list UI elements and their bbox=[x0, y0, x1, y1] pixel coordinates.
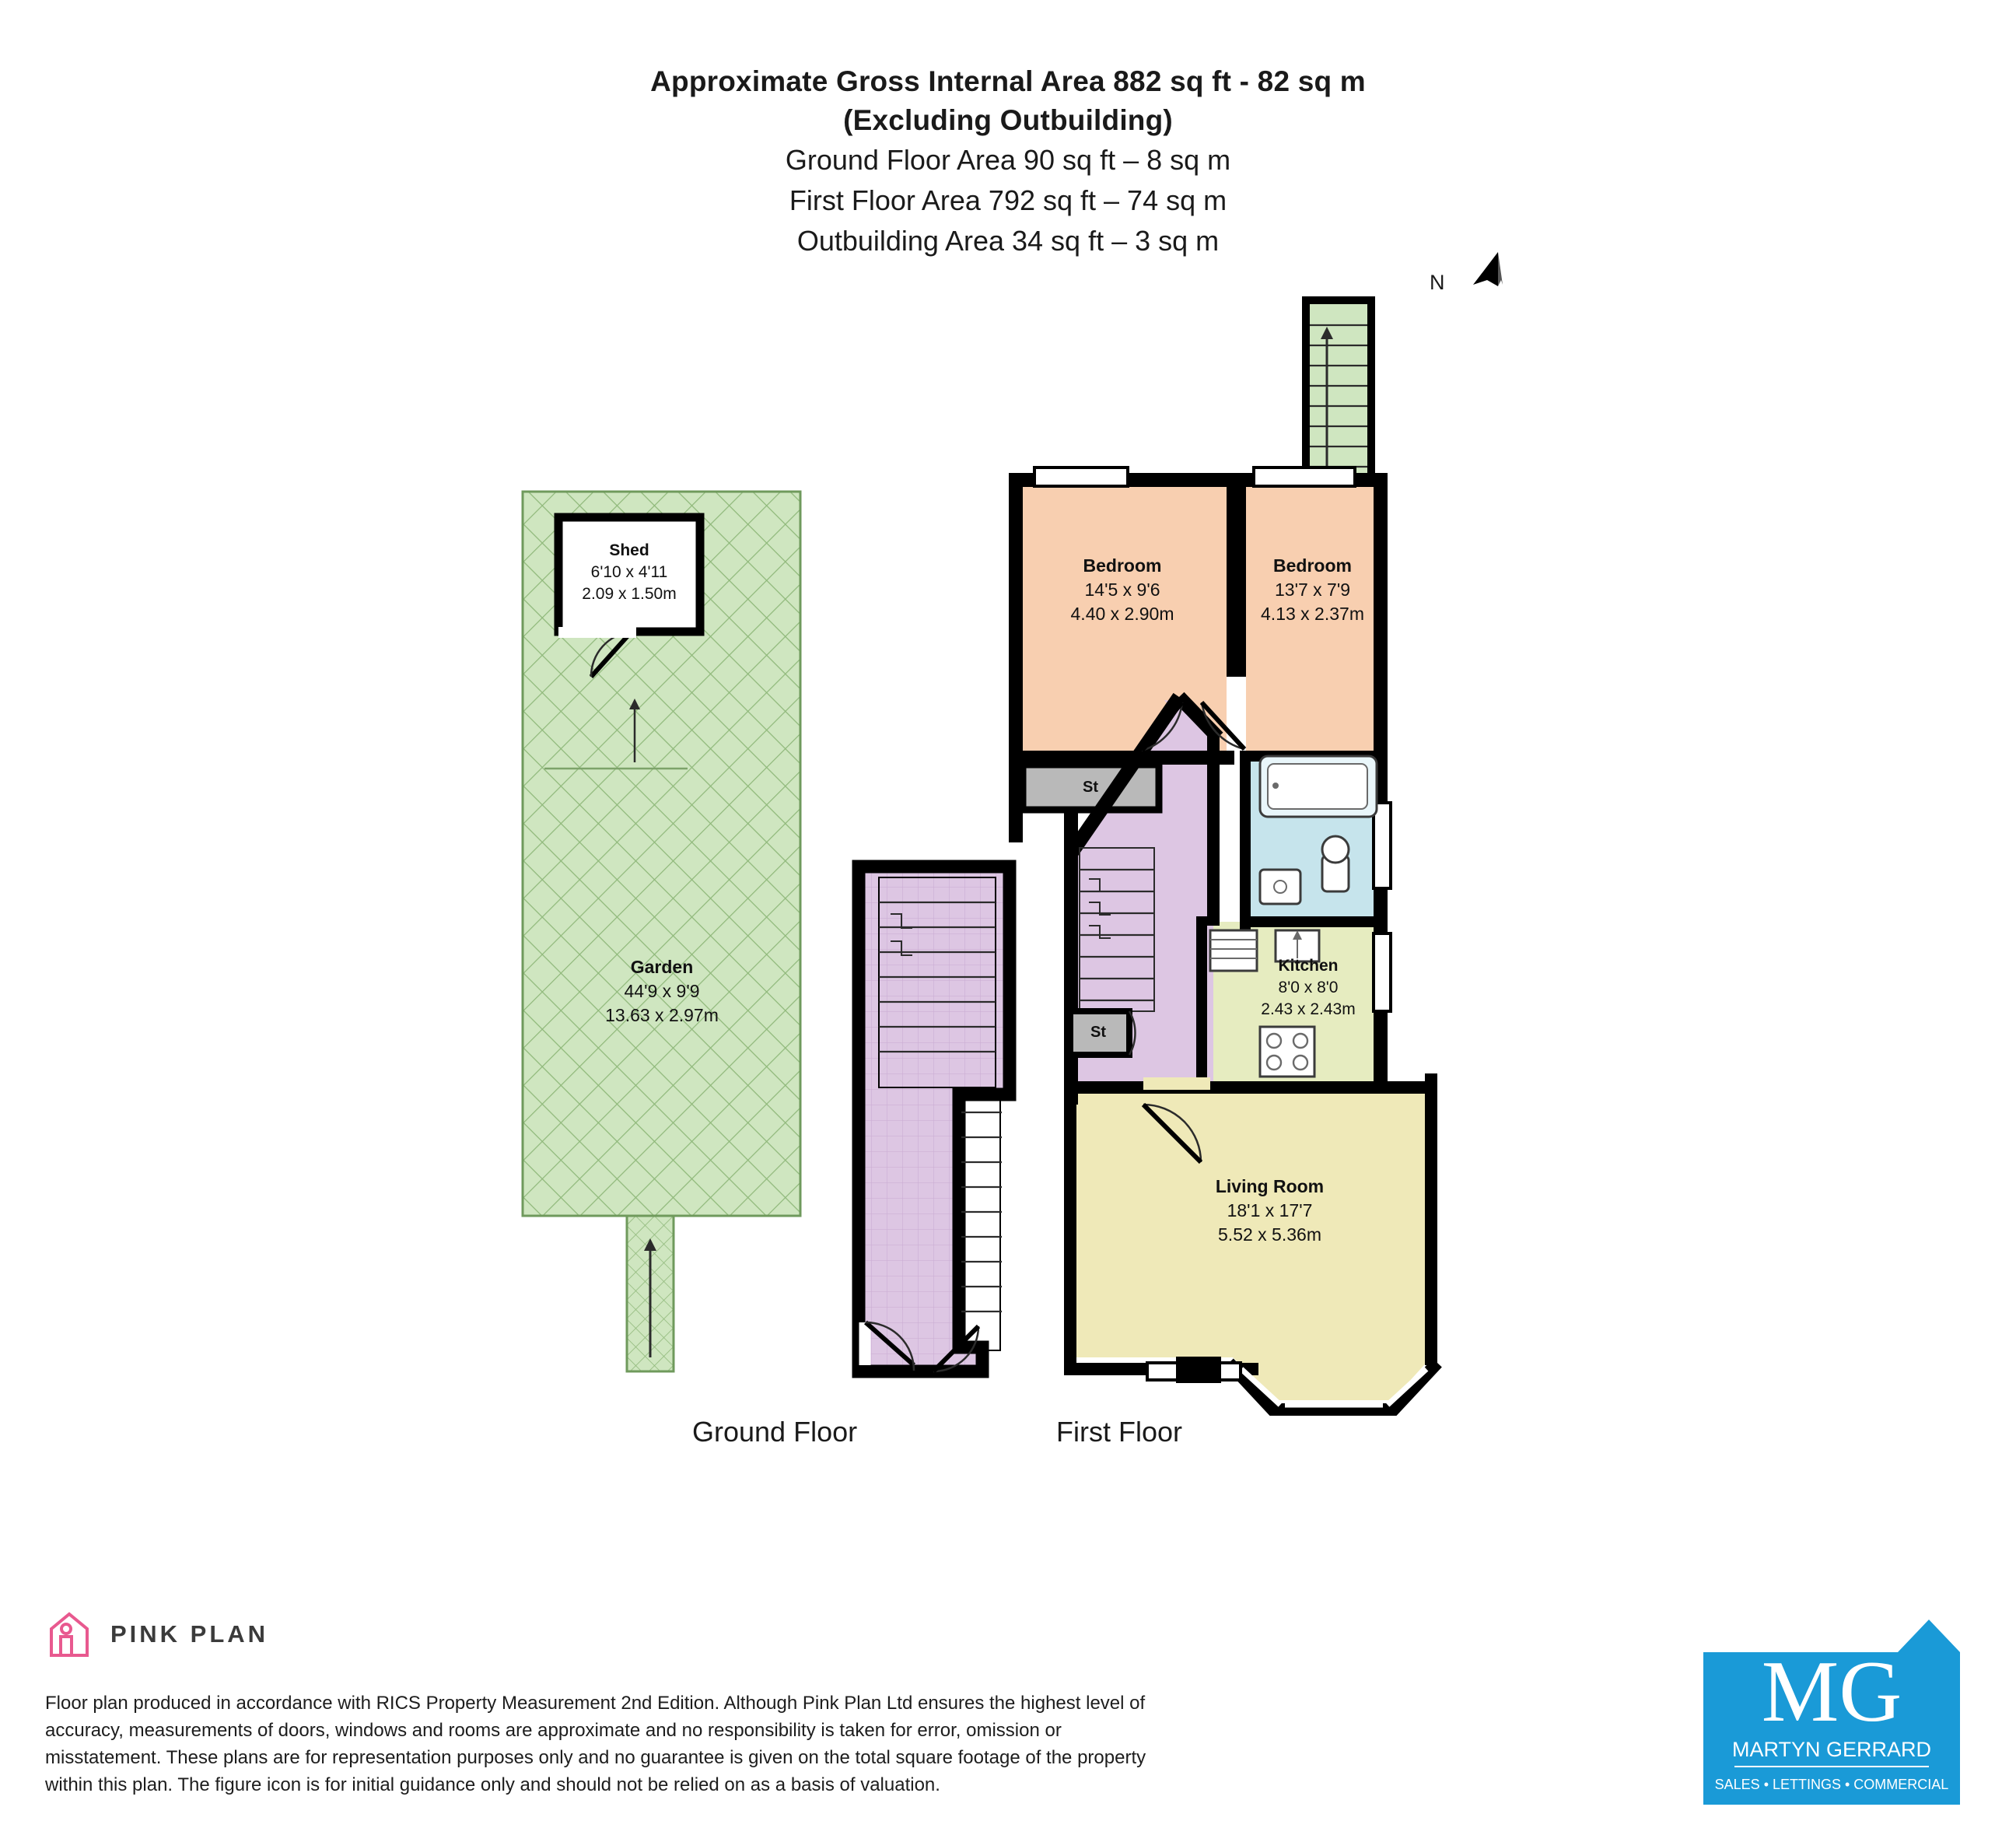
room-label-storage-lower: St bbox=[1090, 1024, 1106, 1041]
svg-text:MG: MG bbox=[1761, 1644, 1902, 1740]
room-label-living-room: Living Room 18'1 x 17'7 5.52 x 5.36m bbox=[1215, 1176, 1325, 1245]
room-label-bedroom-2: Bedroom 13'7 x 7'9 4.13 x 2.37m bbox=[1261, 555, 1364, 624]
svg-text:SALES • LETTINGS • COMMERCIAL: SALES • LETTINGS • COMMERCIAL bbox=[1714, 1777, 1949, 1792]
room-label-shed: Shed 6'10 x 4'11 2.09 x 1.50m bbox=[582, 541, 677, 603]
caption-first-floor: First Floor bbox=[1056, 1416, 1182, 1448]
martyn-gerrard-logo bbox=[1703, 1604, 1960, 1805]
room-label-garden: Garden 44'9 x 9'9 13.63 x 2.97m bbox=[605, 957, 719, 1025]
caption-ground-floor: Ground Floor bbox=[692, 1416, 858, 1448]
header-ground-floor-area: Ground Floor Area 90 sq ft – 8 sq m bbox=[785, 144, 1231, 176]
pink-plan-wordmark: PINK PLAN bbox=[110, 1620, 269, 1648]
room-label-kitchen: Kitchen 8'0 x 8'0 2.43 x 2.43m bbox=[1261, 957, 1356, 1018]
ground-floor-hall-group bbox=[859, 867, 1010, 1371]
header-first-floor-area: First Floor Area 792 sq ft – 74 sq m bbox=[789, 184, 1227, 216]
header-gross-area: Approximate Gross Internal Area 882 sq ft - 82 sq m bbox=[650, 65, 1366, 97]
garden-outbuilding-group bbox=[523, 492, 800, 1371]
header-outbuilding-area: Outbuilding Area 34 sq ft – 3 sq m bbox=[796, 225, 1220, 257]
room-label-bedroom-1: Bedroom 14'5 x 9'6 4.40 x 2.90m bbox=[1070, 555, 1174, 624]
svg-text:MARTYN GERRARD: MARTYN GERRARD bbox=[1731, 1738, 1932, 1761]
header-excluding-note: (Excluding Outbuilding) bbox=[843, 104, 1173, 136]
pink-plan-house-icon bbox=[45, 1609, 93, 1660]
disclaimer-text: Floor plan produced in accordance with RICS Property Measurement 2nd Edition. Although Pink Plan Ltd ensures the highest level of accuracy, measurements of doors, windows and rooms are approximate and no responsibility is taken for error, omission or misstatement. These plans are for representation purposes only and no guarantee is given on the total square footage of the property within this plan. The figure icon is for initial guidance only and should not be relied on as a basis of valuation. bbox=[45, 1693, 1146, 1795]
pink-plan-brand bbox=[45, 1609, 268, 1660]
compass-north-label: N bbox=[1430, 271, 1445, 294]
room-label-storage-upper: St bbox=[1083, 779, 1098, 796]
